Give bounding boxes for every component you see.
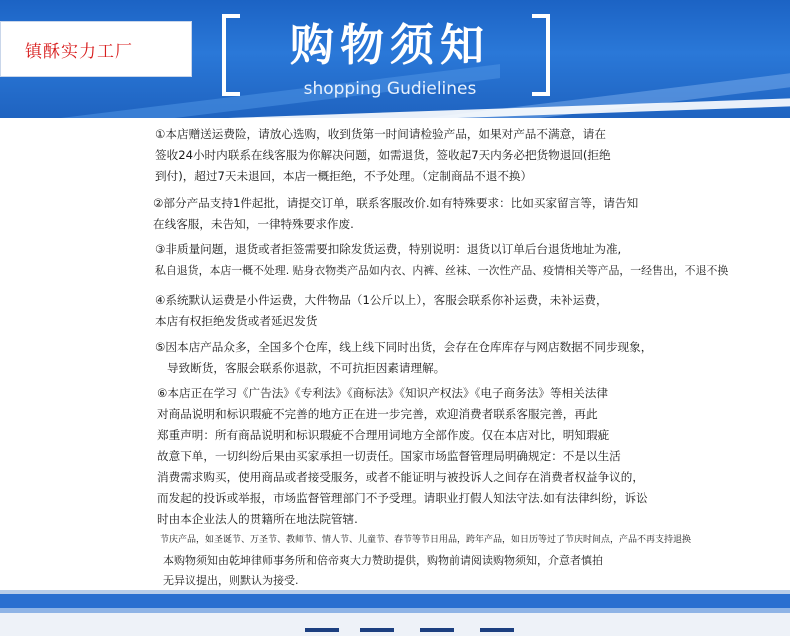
disclaimer-line: 本购物须知由乾坤律师事务所和倍帝爽大力赞助提供，购物前请阅读购物须知，介意者慎拍 <box>163 554 603 567</box>
page-title: 购物须知 <box>290 20 490 71</box>
notice-paragraph-1 <box>0 124 790 187</box>
disclaimer-line: 无异议提出，则默认为接受. <box>163 574 299 587</box>
notice-paragraph-6 <box>0 383 790 530</box>
footer-stripe <box>0 608 790 613</box>
notice-line: 消费需求购买，使用商品或者接受服务，或者不能证明与被投诉人之间存在消费者权益争议的， <box>157 470 644 484</box>
footer-stripe <box>0 594 790 608</box>
notice-line: ⑤因本店产品众多，全国多个仓库，线上线下同时出货，会存在仓库库存与网店数据不同步现象， <box>155 340 653 354</box>
notice-line: ⑥本店正在学习《广告法》《专利法》《商标法》《知识产权法》《电子商务法》等相关法律 <box>157 386 608 400</box>
notice-line: 签收24小时内联系在线客服为你解决问题，如需退货，签收起7天内务必把货物退回(拒绝 <box>155 148 611 162</box>
left-bracket-decoration <box>222 14 240 96</box>
notice-line: ②部分产品支持1件起批，请提交订单，联系客服改价.如有特殊要求：比如买家留言等，请告知 <box>153 196 639 210</box>
notice-paragraph-2 <box>0 193 790 235</box>
notice-line: 郑重声明：所有商品说明和标识瑕疵不合理用词地方全部作废。仅在本店对比，明知瑕疵 <box>157 428 610 442</box>
next-section-decoration <box>420 628 454 640</box>
notice-line: 私自退货，本店一概不处理. 贴身衣物类产品如内衣、内裤、丝袜、一次性产品、疫情相关等产品，一经售出，不退不换 <box>155 264 729 277</box>
notice-line: 导致断货，客服会联系你退款，不可抗拒因素请理解。 <box>167 361 446 375</box>
notice-paragraph-5 <box>0 337 790 379</box>
footer-band <box>0 590 790 636</box>
notice-line: 在线客服，未告知，一律特殊要求作废. <box>153 217 354 231</box>
brand-label: 镇酥实力工厂 <box>0 21 192 77</box>
notice-line: 而发起的投诉或举报，市场监督管理部门不予受理。请职业打假人知法守法.如有法律纠纷，诉讼 <box>157 491 648 505</box>
notice-line: 到付)，超过7天未退回，本店一概拒绝，不予处理。（定制商品不退不换） <box>155 169 533 183</box>
next-section-decoration <box>305 628 339 640</box>
notice-line: 对商品说明和标识瑕疵不完善的地方正在进一步完善，欢迎消费者联系客服完善，再此 <box>157 407 598 421</box>
header-banner <box>0 0 790 118</box>
notice-line: ①本店赠送运费险，请放心选购，收到货第一时间请检验产品，如果对产品不满意，请在 <box>155 127 606 141</box>
notice-line: 时由本企业法人的贯籍所在地法院管辖. <box>157 512 358 526</box>
notice-line: 本店有权拒绝发货或者延迟发货 <box>155 314 318 328</box>
page-subtitle: shopping Gudielines <box>303 79 477 99</box>
notice-line: 故意下单，一切纠纷后果由买家承担一切责任。国家市场监督管理局明确规定：不是以生活 <box>157 449 621 463</box>
notice-paragraph-3 <box>0 239 790 281</box>
notice-line: ④系统默认运费是小件运费，大件物品（1公斤以上），客服会联系你补运费，未补运费， <box>155 293 608 307</box>
notice-line: ③非质量问题，退货或者拒签需要扣除发货运费，特别说明：退货以订单后台退货地址为准, <box>155 242 622 256</box>
right-bracket-decoration <box>532 14 550 96</box>
next-section-decoration <box>480 628 514 640</box>
notice-content <box>0 118 790 590</box>
holiday-note: 节庆产品，如圣诞节、万圣节、教师节、情人节、儿童节、春节等节日用品，跨年产品，如日历等过了节庆时间点，产品不再支持退换 <box>160 535 692 545</box>
notice-paragraph-4 <box>0 290 790 332</box>
footer-disclaimer <box>0 551 790 591</box>
next-section-decoration <box>360 628 394 640</box>
